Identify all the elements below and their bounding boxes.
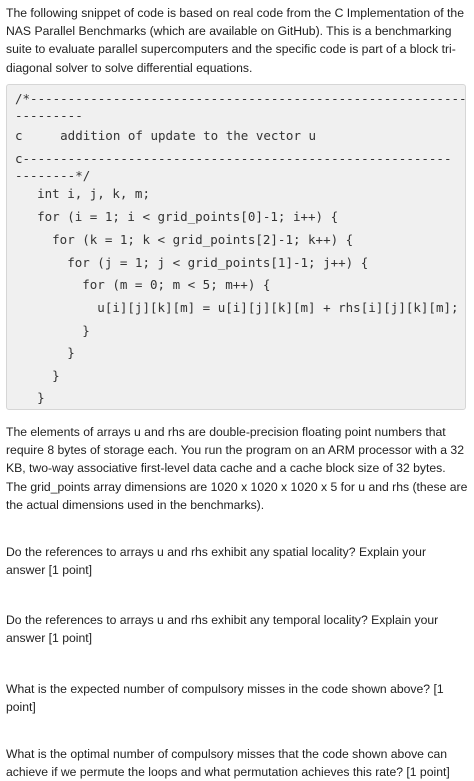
code-line: c---------------------------------------------------------: [15, 151, 452, 166]
code-line: }: [7, 345, 75, 360]
code-line: for (k = 1; k < grid_points[2]-1; k++) {: [7, 232, 354, 247]
question-3: What is the expected number of compulsory misses in the code shown above? [1 point]: [6, 682, 444, 715]
question-2: Do the references to arrays u and rhs exhibit any temporal locality? Explain your answer [1 point]: [6, 613, 439, 646]
code-line: for (j = 1; j < grid_points[1]-1; j++) {: [7, 255, 369, 270]
question-1: Do the references to arrays u and rhs exhibit any spatial locality? Explain your answer [1 point]: [6, 545, 427, 578]
question-4: What is the optimal number of compulsory misses that the code shown above can achieve if we permute the loops and what permutation achieves this rate? [1 point]: [6, 747, 450, 780]
code-line: c addition of update to the vector u: [15, 128, 317, 143]
code-line: /*----------------------------------------------------------: [15, 91, 467, 106]
code-line: }: [7, 323, 90, 338]
code-block: [6, 84, 466, 410]
code-line: int i, j, k, m;: [7, 186, 150, 201]
code-line: for (i = 1; i < grid_points[0]-1; i++) {: [7, 209, 339, 224]
code-line: u[i][j][k][m] = u[i][j][k][m] + rhs[i][j][k][m];: [7, 300, 459, 315]
code-line: }: [7, 390, 45, 405]
intro-paragraph: The following snippet of code is based on real code from the C Implementation of the NAS Parallel Benchmarks (which are available on GitHub). This is a benchmarking suite to evaluate parallel supercomputers and the specific code is part of a block tri-diagonal solver to solve differential equations.: [6, 6, 464, 75]
code-line: ---------: [15, 108, 83, 123]
description-paragraph: The elements of arrays u and rhs are double-precision floating point numbers that require 8 bytes of storage each. You run the program on an ARM processor with a 32 KB, two-way associative first-level data cache and a cache block size of 32 bytes. The grid_points array dimensions are 1020 x 1020 x 1020 x 5 for u and rhs (these are the actual dimensions used in the benchmarks).: [6, 425, 468, 512]
code-line: --------*/: [15, 168, 91, 183]
code-line: for (m = 0; m < 5; m++) {: [7, 277, 271, 292]
code-line: }: [7, 368, 60, 383]
